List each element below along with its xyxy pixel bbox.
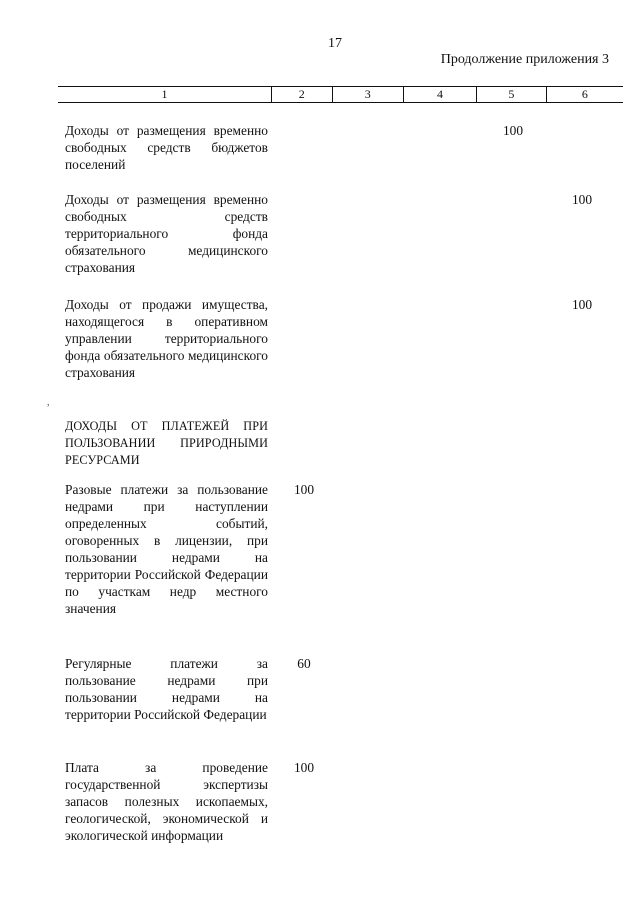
row-description: Доходы от размещения временно свободных средств бюджетов поселений — [65, 123, 268, 172]
row-description: Доходы от продажи имущества, находящегося в оперативном управлении территориального фонда обязательного медицинского страхования — [65, 297, 268, 380]
row-description: Плата за проведение государственной экспертизы запасов полезных ископаемых, геологической, экономической и экологической информации — [65, 760, 268, 843]
value-col2: 100 — [293, 482, 315, 497]
column-header: 2 — [272, 87, 332, 103]
section-heading: ДОХОДЫ ОТ ПЛАТЕЖЕЙ ПРИ ПОЛЬЗОВАНИИ ПРИРОДНЫМИ РЕСУРСАМИ — [65, 419, 268, 467]
column-header: 6 — [546, 87, 623, 103]
column-header-row — [58, 86, 623, 103]
value-col6: 100 — [571, 297, 593, 312]
column-header: 3 — [332, 87, 403, 103]
column-header: 5 — [477, 87, 546, 103]
row-description: Регулярные платежи за пользование недрами при пользовании недрами на территории Российской Федерации — [65, 656, 268, 722]
value-col2: 60 — [297, 656, 311, 671]
row-description: Разовые платежи за пользование недрами при наступлении определенных событий, оговоренных в лицензии, при пользовании недрами на территории Российской Федерации по участкам недр местного значения — [65, 482, 268, 616]
value-col6: 100 — [571, 192, 593, 207]
continuation-title: Продолжение приложения 3 — [440, 52, 609, 67]
value-col2: 100 — [293, 760, 315, 775]
column-header: 1 — [58, 87, 272, 103]
value-col5: 100 — [502, 123, 524, 138]
page-number: 17 — [328, 36, 342, 51]
row-description: Доходы от размещения временно свободных средств территориального фонда обязательного медицинского страхования — [65, 192, 268, 275]
scan-speck: , — [47, 397, 50, 408]
column-header: 4 — [403, 87, 476, 103]
